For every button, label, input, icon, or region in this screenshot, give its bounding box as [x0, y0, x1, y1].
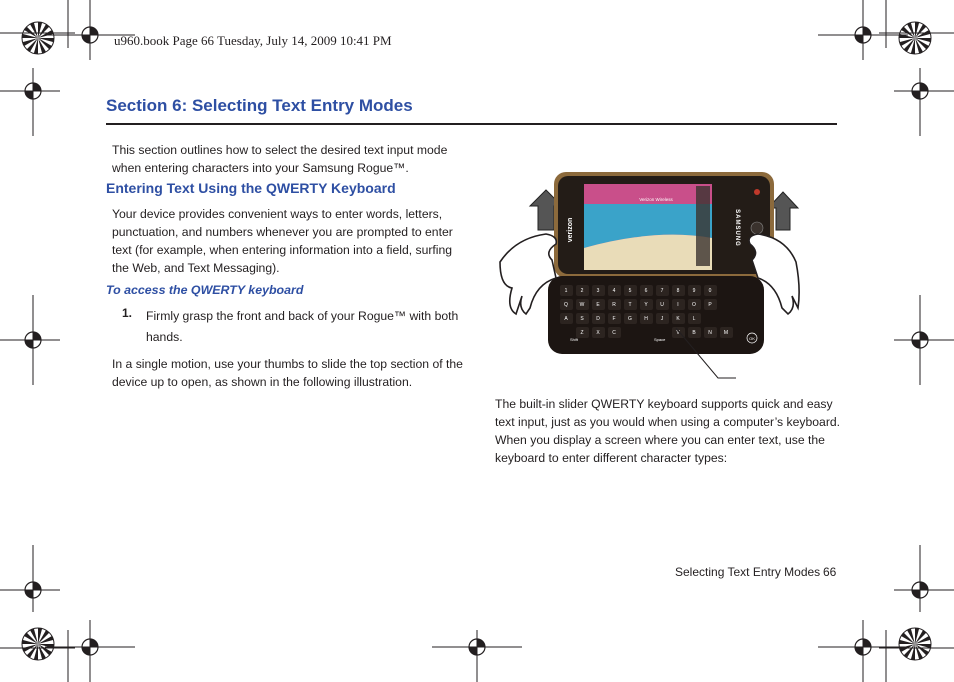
step-number: 1.: [122, 306, 133, 320]
keyboard-key-label: 9: [692, 288, 696, 294]
left-hand-icon: [500, 234, 556, 314]
text-line: keyboard to enter different character types:: [495, 451, 728, 465]
keyboard-key-label: S: [580, 316, 584, 322]
keyboard-key-label: K: [676, 316, 680, 322]
title-rule: [106, 123, 837, 125]
keyboard-key-label: Y: [644, 302, 648, 308]
keyboard-key-label: R: [612, 302, 616, 308]
text-line: Firmly grasp the front and back of your Rogue™ with both: [146, 309, 459, 323]
keyboard-key-label: L: [692, 316, 696, 322]
keyboard-key-label: Q: [564, 302, 568, 308]
keyboard-key-label: V: [676, 330, 680, 336]
text-line: when entering characters into your Samsung Rogue™.: [112, 161, 409, 175]
text-line: Your device provides convenient ways to enter words, letters,: [112, 207, 443, 221]
keyboard-key-label: P: [708, 302, 712, 308]
subheading: Entering Text Using the QWERTY Keyboard: [106, 180, 396, 196]
keyboard-key-label: A: [564, 316, 568, 322]
keyboard-key-label: J: [660, 316, 664, 322]
keyboard-key-label: 0: [708, 288, 712, 294]
keyboard-key-label: N: [708, 330, 712, 336]
keyboard-key-label: 5: [628, 288, 632, 294]
keyboard-key-label: B: [692, 330, 696, 336]
keyboard-key-label: 3: [596, 288, 600, 294]
keyboard-key-label: 6: [644, 288, 648, 294]
procedure-heading: To access the QWERTY keyboard: [106, 283, 304, 297]
footer-page-number: 66: [823, 565, 837, 579]
keyboard-key-label: C: [612, 330, 616, 336]
footer-section-label: Selecting Text Entry Modes: [675, 565, 821, 579]
keyboard-key-label: E: [596, 302, 600, 308]
keyboard-key-label: 8: [676, 288, 680, 294]
text-line: When you display a screen where you can enter text, use the: [495, 433, 825, 447]
screen-carrier-label: Verizon Wireless: [639, 197, 673, 202]
section-title: Section 6: Selecting Text Entry Modes: [106, 96, 413, 115]
verizon-logo: verizon: [567, 217, 574, 243]
text-line: device up to open, as shown in the following illustration.: [112, 375, 413, 389]
text-line: text (for example, when entering information into a field, surfing: [112, 243, 453, 257]
keyboard-key-label: M: [723, 330, 729, 336]
step-text: [146, 306, 458, 348]
keyboard-key-label: 2: [580, 288, 584, 294]
ok-key-label: OK: [749, 336, 755, 341]
paragraph-1: [112, 205, 453, 277]
keyboard-key-label: H: [644, 316, 648, 322]
right-column-paragraph: [495, 395, 840, 467]
keyboard-key-label: O: [692, 302, 696, 308]
paragraph-2: [112, 355, 463, 391]
keyboard-key-label: 4: [612, 288, 616, 294]
space-key-label: Space: [654, 337, 666, 342]
text-line: In a single motion, use your thumbs to slide the top section of the: [112, 357, 463, 371]
running-head: u960.book Page 66 Tuesday, July 14, 2009 10:41 PM: [114, 33, 392, 48]
keyboard-key-label: G: [628, 316, 632, 322]
screen-sidebar: [696, 186, 710, 266]
text-line: the Web, and Text Messaging).: [112, 261, 280, 275]
keyboard-key-label: T: [628, 302, 632, 308]
text-line: punctuation, and numbers whenever you are prompted to enter: [112, 225, 453, 239]
keyboard-key-label: Z: [580, 330, 584, 336]
text-line: This section outlines how to select the desired text input mode: [112, 143, 448, 157]
shift-key-label: Shift: [570, 337, 579, 342]
clear-key-icon: [751, 222, 763, 234]
text-line: The built-in slider QWERTY keyboard supports quick and easy: [495, 397, 833, 411]
keyboard-key-label: 1: [564, 288, 568, 294]
intro-paragraph: [112, 141, 447, 177]
keyboard-key-label: X: [596, 330, 600, 336]
text-line: text input, just as you would when using a computer’s keyboard.: [495, 415, 841, 429]
end-key-icon: [754, 189, 760, 195]
keyboard-key-label: F: [612, 316, 616, 322]
samsung-logo: SAMSUNG: [734, 209, 740, 247]
keyboard-key-label: U: [660, 302, 664, 308]
text-line: hands.: [146, 330, 183, 344]
keyboard-key-label: 7: [660, 288, 664, 294]
keyboard-key-label: W: [579, 302, 585, 308]
keyboard-key-label: I: [677, 302, 679, 308]
keyboard-key-label: D: [596, 316, 600, 322]
phone-illustration: [496, 168, 801, 383]
